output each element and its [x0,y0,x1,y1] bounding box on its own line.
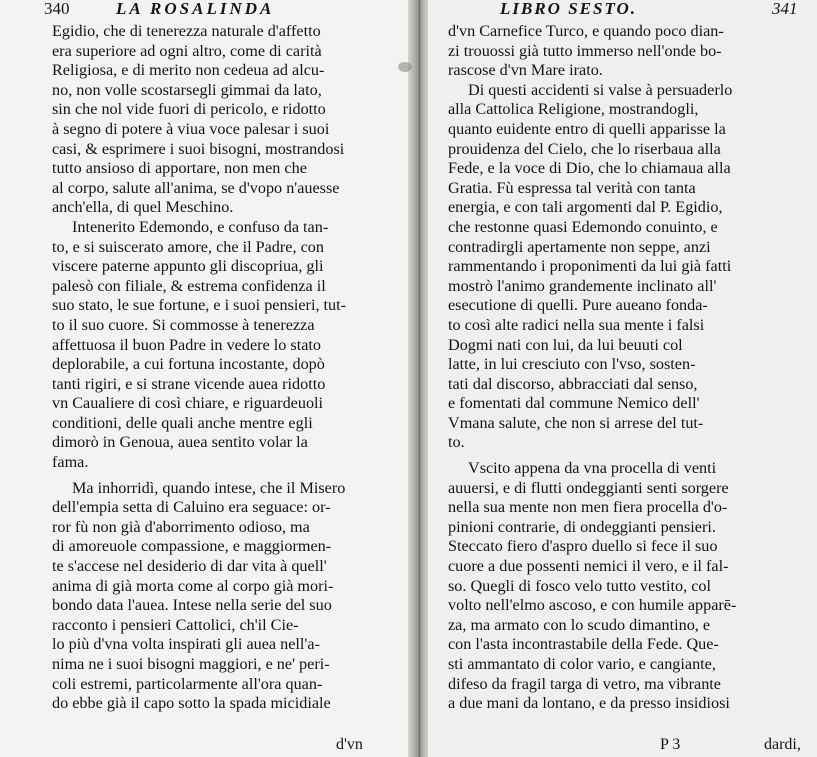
right-text-block [428,22,817,714]
text-line: cuore a due possenti nemici il vero, e il fal- [448,557,729,576]
signature-mark: P 3 [660,736,681,753]
text-line: deplorabile, a cui fortuna incostante, dopò [52,355,325,374]
text-line: lo più d'vna volta inspirati gli auea nell'a- [52,635,320,654]
text-line: so. Quegli di fosco velo tutto vestito, col [448,576,712,595]
text-line: bondo data l'auea. Intese nella serie del suo [52,596,332,615]
text-line: tutto ansioso di apportare, non men che [52,159,307,178]
paragraph-start-line: Vscito appena da vna procella di venti [468,459,717,478]
text-line: volto nell'elmo ascoso, e con humile apparē- [448,596,737,615]
text-line: te s'accese nel desiderio di dar vita à quell' [52,557,327,576]
text-line: viscere paterne appunto gli discopriua, gli [52,257,324,276]
text-line: to, e si suiscerato amore, che il Padre, con [52,237,324,256]
text-line: no, non volle scostarsegli gimmai da lato, [52,80,322,99]
text-line: latte, in lui cresciuto con l'vso, sosten- [448,355,696,374]
text-line: za, ma armato con lo scudo dimantino, e [448,615,711,634]
text-line: conditioni, delle quali anche mentre egli [52,413,313,432]
text-line: anch'ella, di quel Meschino. [52,198,234,217]
text-line: Vmana salute, che non si arrese del tut- [448,413,704,432]
text-line: nella sua mente non men fiera procella d'o- [448,498,728,517]
text-line: tanti rigiri, e si strane vicende auea ridotto [52,374,326,393]
text-line: fama. [52,453,89,472]
text-line: alla Cattolica Religione, mostrandogli, [448,100,699,119]
text-line: dell'empia setta di Caluino era seguace: or- [52,498,331,517]
text-line: coli estremi, particolarmente all'ora quan- [52,674,323,693]
text-line: mostrò l'animo grandemente inclinato all' [448,276,717,295]
text-line: al corpo, salute all'anima, se d'vopo n'auesse [52,178,340,197]
text-line: di amoreuole compassione, e maggiormen- [52,537,332,556]
left-text-block [0,22,410,714]
text-line: nima ne i suoi bisogni maggiori, e ne' peri- [52,655,330,673]
text-line: energia, e con tali argomenti dal P. Egidio, [448,198,723,217]
paragraph-start-line: Di questi accidenti si valse à persuaderlo [468,80,733,99]
text-line: Fede, e la voce di Dio, che lo chiamaua alla [448,159,731,178]
text-line: Dogmi nati con lui, da lui beuuti col [448,335,683,354]
text-line: era superiore ad ogni altro, come di carità [52,41,322,60]
text-line: Religiosa, e di merito non cedeua ad alcu- [52,61,325,80]
text-line: contradirgli apertamente non seppe, anzi [448,237,711,256]
text-line: do ebbe già il capo sotto la spada micidiale [52,694,331,713]
text-line: dimorò in Genoua, auea sentito volar la [52,433,308,452]
text-line: esecutione di quelli. Pure aueano fonda- [448,296,708,315]
text-line: à segno di potere à viua voce palesar i suoi [52,119,330,138]
text-line: d'vn Carnefice Turco, e quando poco dian- [448,22,724,40]
text-line: to così alte radici nella sua mente i falsi [448,315,705,334]
text-line: rascose d'vn Mare irato. [448,61,603,80]
text-line: tati dal discorso, abbracciati dal senso, [448,374,698,393]
text-line: to il suo cuore. Si commosse à tenerezza [52,315,315,334]
text-line: casi, & esprimere i suoi bisogni, mostrandosi [52,139,345,158]
text-line: ror fù non già d'aborrimento odioso, ma [52,517,310,536]
text-line: con l'asta incontrastabile della Fede. Que- [448,635,719,654]
text-line: a due mani da lontano, e da presso insidiosi [448,694,730,713]
left-page-number: 340 [44,0,70,18]
text-line: rammentando i proponimenti da lui già fatti [448,257,732,276]
text-line: che restonne quasi Edemondo conuinto, e [448,217,718,236]
text-line: difeso da fragil targa di vetro, ma vibrante [448,674,721,693]
text-line: suo stato, le sue fortune, e i suoi pensieri, tut- [52,296,347,315]
text-line: sin che nol vide fuori di pericolo, e ridotto [52,100,326,119]
text-line: anima di già morta come al corpo già mori- [52,576,334,595]
text-line: quanto euidente entro di quelli apparisse la [448,119,726,138]
text-line: zi trouossi già tutto immerso nell'onde bo- [448,41,722,60]
right-page-number: 341 [772,0,798,18]
text-line: Gratia. Fù espressa tal verità con tanta [448,178,696,197]
text-line: auuersi, e di flutti ondeggianti senti sorgere [448,478,729,497]
text-line: Egidio, che di tenerezza naturale d'affetto [52,22,321,40]
text-line: vn Caualiere di così chiare, e riguardeuoli [52,394,324,413]
text-line: prouidenza del Cielo, che lo riserbaua alla [448,139,721,158]
paragraph-start-line: Ma inhorridì, quando intese, che il Misero [72,478,346,497]
text-line: to. [448,433,465,452]
right-catchword: dardi, [764,736,801,753]
right-running-title: LIBRO SESTO. [500,0,638,18]
text-line: e fomentati dal commune Nemico dell' [448,394,700,413]
text-line: racconto i pensieri Cattolici, ch'il Cie- [52,615,299,634]
right-page [428,0,817,757]
text-line: sti ammantato di color vario, e cangiante, [448,655,716,673]
ink-smudge [398,62,412,72]
text-line: Steccato fiero d'aspro duello si fece il suo [448,537,718,556]
text-line: pinioni contrarie, di ondeggianti pensieri. [448,517,716,536]
left-running-title: LA ROSALINDA [116,0,275,18]
left-catchword: d'vn [336,736,363,753]
text-line: affettuosa il buon Padre in vedere lo stato [52,335,321,354]
book-gutter [408,0,430,757]
text-line: palesò con filiale, & estrema confidenza il [52,276,326,295]
paragraph-start-line: Intenerito Edemondo, e confuso da tan- [72,217,329,236]
